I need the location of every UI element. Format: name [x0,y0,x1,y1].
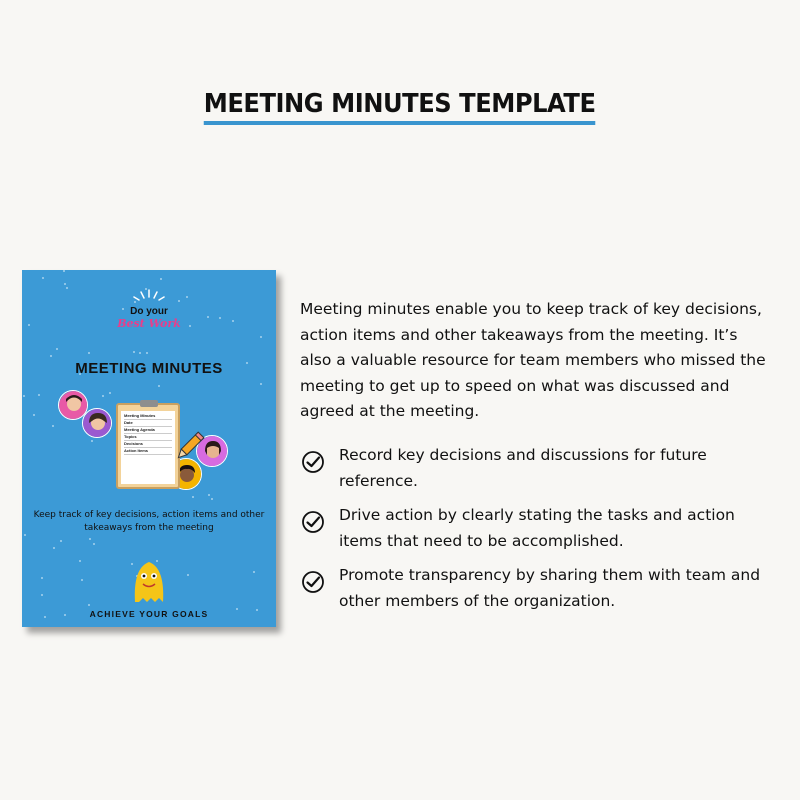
template-cover-image [22,270,276,627]
speckle-dot [89,538,91,540]
person-avatar-icon [82,408,112,438]
pencil-icon [172,430,206,464]
clipboard-clip-icon [140,400,158,407]
speckle-dot [139,352,141,354]
cover-description: Keep track of key decisions, action items and other takeaways from the meeting [33,510,265,533]
speckle-dot [160,278,162,280]
clipboard-row: Meeting Agenda [124,427,172,434]
clipboard-row: Action Items [124,448,172,455]
speckle-dot [208,494,210,496]
speckle-dot [41,577,43,579]
speckle-dot [260,383,262,385]
speckle-dot [81,579,83,581]
speckle-dot [63,270,65,272]
speckle-dot [109,392,111,394]
mascot-monster-icon [131,558,167,604]
benefit-text: Drive action by clearly stating the tasks and action items that need to be accomplished. [339,506,735,550]
speckle-dot [91,440,93,442]
cover-heading: MEETING MINUTES [75,360,223,377]
benefit-item [300,443,770,494]
speckle-dot [146,352,148,354]
speckle-dot [60,540,62,542]
speckle-dot [64,283,66,285]
speckle-dot [41,594,43,596]
speckle-dot [186,296,188,298]
speckle-dot [178,300,180,302]
speckle-dot [253,571,255,573]
speckle-dot [133,351,135,353]
benefit-text: Record key decisions and discussions for future reference. [339,446,707,490]
clipboard-illustration [116,403,180,489]
speckle-dot [93,543,95,545]
check-circle-icon [301,450,325,474]
speckle-dot [187,574,189,576]
speckle-dot [53,547,55,549]
intro-paragraph: Meeting minutes enable you to keep track of key decisions, action items and other takeaways from the meeting. It’s also a valuable resource for team members who missed the meeting to get up to speed on what was discussed and agreed at the meeting. [300,300,766,420]
speckle-dot [88,352,90,354]
clipboard-row: Decisions [124,441,172,448]
benefit-item [300,563,770,614]
page-title-text: MEETING MINUTES TEMPLATE [204,89,596,125]
speckle-dot [56,348,58,350]
speckle-dot [66,287,68,289]
clipboard-row: Topics [124,434,172,441]
clipboard-title: Meeting Minutes [124,413,172,420]
speckle-dot [52,425,54,427]
clipboard-row: Date [124,420,172,427]
benefits-list [300,443,770,623]
cover-brand-line1: Do your [130,306,168,317]
speckle-dot [42,277,44,279]
benefit-text: Promote transparency by sharing them with team and other members of the organization. [339,566,761,610]
check-circle-icon [301,510,325,534]
speckle-dot [23,395,25,397]
speckle-dot [102,395,104,397]
sparkle-icon [129,288,169,304]
speckle-dot [38,394,40,396]
speckle-dot [33,414,35,416]
page-title [0,82,800,125]
clipboard-paper [121,411,175,484]
check-circle-icon [301,570,325,594]
speckle-dot [260,336,262,338]
speckle-dot [211,498,213,500]
speckle-dot [50,355,52,357]
speckle-dot [192,496,194,498]
speckle-dot [88,604,90,606]
speckle-dot [79,560,81,562]
benefit-item [300,503,770,554]
cover-footer: ACHIEVE YOUR GOALS [89,609,209,619]
speckle-dot [158,385,160,387]
cover-brand-line2: Best Work [117,317,181,330]
